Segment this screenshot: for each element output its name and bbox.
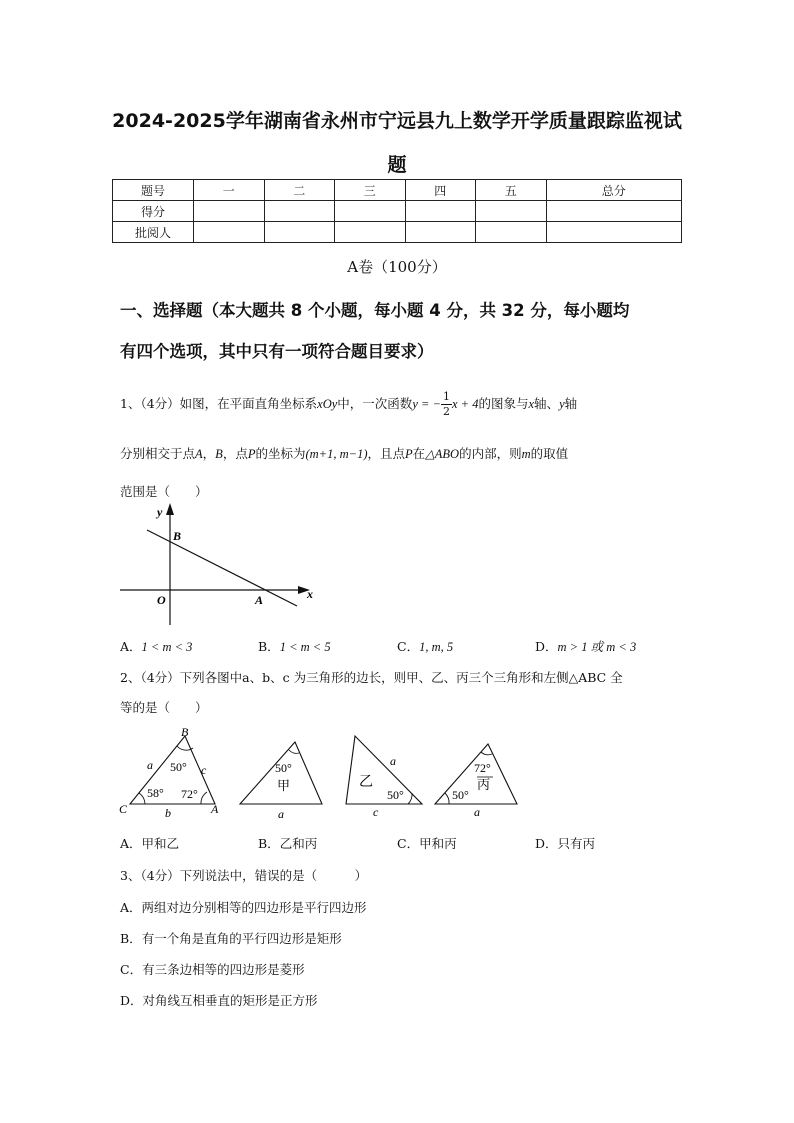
option-text: 两组对边分别相等的四边形是平行四边形 (141, 900, 367, 915)
q1-text: 的取值 (530, 446, 569, 461)
option-letter: C． (397, 836, 420, 851)
option-letter: D． (535, 836, 558, 851)
score-cell[interactable] (405, 201, 476, 222)
option-letter: B． (258, 639, 280, 654)
option-letter: A． (120, 639, 142, 654)
q1-text: 的图象与 (478, 396, 529, 411)
grader-cell[interactable] (476, 222, 547, 243)
score-cell[interactable] (264, 201, 335, 222)
question-2-line-1: 2、（4分）下列各图中a、b、c 为三角形的边长，则甲、乙、丙三个三角形和左侧△ABC 全 (120, 670, 623, 685)
score-cell[interactable] (335, 201, 406, 222)
grader-cell[interactable] (405, 222, 476, 243)
triangle-name: 甲 (277, 778, 291, 793)
option-text: 有一个角是直角的平行四边形是矩形 (141, 931, 342, 946)
q1-p-coordinate: (m+1, m−1) (305, 447, 368, 461)
table-cell: 总分 (546, 180, 682, 201)
option-letter: B． (258, 836, 280, 851)
q1-text: ，点 (222, 446, 248, 461)
option-letter: A． (120, 900, 142, 915)
option-letter: C． (397, 639, 420, 654)
q1-func-lhs: y = − (412, 397, 441, 411)
option-text: 1, m, 5 (419, 640, 454, 654)
section-heading: 一、选择题（本大题共 8 个小题，每小题 4 分，共 32 分，每小题均 (120, 301, 630, 320)
q1-text: 的内部，则 (459, 446, 522, 461)
side-a-label: a (147, 758, 153, 772)
side-c-label: c (201, 763, 207, 777)
option-letter: D． (120, 993, 143, 1008)
table-cell: 批阅人 (113, 222, 194, 243)
angle-c-label: 58° (147, 786, 164, 800)
page-title: 2024-2025学年湖南省永州市宁远县九上数学开学质量跟踪监视试 (112, 110, 682, 132)
question-2-line-2: 等的是（ ） (120, 700, 208, 715)
q1-text: 1、（4分）如图，在平面直角坐标系 (120, 396, 318, 411)
table-cell: 一 (194, 180, 265, 201)
angle-top-label: 72° (474, 761, 491, 775)
q1-triangle: △ABO (425, 447, 460, 461)
q1-text: 轴 (564, 396, 578, 411)
q1-var: P (247, 447, 256, 461)
q2-option-b[interactable] (258, 834, 317, 852)
score-table-header-row (113, 180, 682, 201)
q2-option-c[interactable] (397, 834, 457, 852)
side-label: a (278, 807, 284, 821)
section-heading-continued: 有四个选项，其中只有一项符合题目要求） (120, 342, 434, 361)
q1-var: B (215, 447, 223, 461)
y-axis-arrow-icon (166, 503, 174, 515)
q1-var: A (195, 447, 203, 461)
triangle-abc (119, 725, 219, 820)
q1-option-a[interactable] (120, 637, 192, 655)
angle-label: 50° (275, 761, 292, 775)
question-1-line-3: 范围是（ ） (120, 484, 208, 499)
fraction-denominator: 2 (442, 405, 450, 418)
page-title-continued: 题 (387, 154, 407, 176)
triangle-name: 乙 (359, 775, 373, 790)
question-1-line-1 (120, 390, 690, 419)
angle-left-label: 50° (452, 788, 469, 802)
score-cell[interactable] (476, 201, 547, 222)
label-o: O (157, 593, 166, 607)
q2-triangle-figures (115, 722, 530, 822)
grader-cell[interactable] (546, 222, 682, 243)
q2-option-d[interactable] (535, 834, 595, 852)
option-text: 1 < m < 3 (141, 640, 193, 654)
label-a: A (255, 593, 264, 607)
side-label: a (474, 805, 480, 819)
q1-coord-system: xOy (317, 397, 338, 411)
table-row (113, 201, 682, 222)
score-cell[interactable] (546, 201, 682, 222)
q1-fraction (441, 390, 452, 419)
option-letter: D． (535, 639, 558, 654)
option-letter: B． (120, 931, 142, 946)
option-text: 1 < m < 5 (279, 640, 331, 654)
vertex-c-label: C (119, 802, 128, 816)
question-3-stem: 3、（4分）下列说法中，错误的是（ ） (120, 868, 368, 883)
q1-var: x (528, 397, 535, 411)
triangle-yi (346, 736, 422, 819)
option-text: 乙和丙 (279, 836, 318, 851)
score-cell[interactable] (194, 201, 265, 222)
grader-cell[interactable] (264, 222, 335, 243)
section-a-heading: A卷（100分） (347, 258, 447, 276)
q1-var: P (405, 447, 413, 461)
table-row (113, 222, 682, 243)
side-a-label: a (390, 754, 396, 768)
q3-option-c[interactable] (120, 960, 690, 978)
option-text: 对角线互相垂直的矩形是正方形 (142, 993, 318, 1008)
option-text: m > 1 或 m < 3 (557, 640, 637, 654)
q3-option-d[interactable] (120, 991, 690, 1009)
q1-text: 在 (412, 446, 426, 461)
angle-a-label: 72° (181, 787, 198, 801)
grader-cell[interactable] (194, 222, 265, 243)
q1-option-b[interactable] (258, 637, 331, 655)
score-table (112, 179, 682, 243)
triangle-jia (240, 742, 322, 821)
table-cell: 得分 (113, 201, 194, 222)
label-y: y (157, 505, 163, 519)
q1-option-c[interactable] (397, 637, 453, 655)
q3-option-a[interactable] (120, 898, 690, 916)
option-text: 有三条边相等的四边形是菱形 (142, 962, 305, 977)
q1-text: 轴、 (534, 396, 560, 411)
q1-text: 中，一次函数 (337, 396, 413, 411)
q2-option-a[interactable] (120, 834, 179, 852)
q1-option-d[interactable] (535, 637, 636, 655)
table-cell: 五 (476, 180, 547, 201)
q1-coordinate-graph (115, 500, 325, 630)
q1-text: 的坐标为 (255, 446, 306, 461)
q1-text: ，且点 (367, 446, 405, 461)
option-letter: A． (120, 836, 142, 851)
table-cell: 三 (335, 180, 406, 201)
q3-option-b[interactable] (120, 929, 690, 947)
fraction-numerator: 1 (442, 390, 450, 403)
q1-var: m (521, 447, 531, 461)
table-cell: 二 (264, 180, 335, 201)
vertex-a-label: A (211, 802, 219, 816)
option-text: 甲和乙 (141, 836, 180, 851)
vertex-b-label: B (181, 725, 189, 739)
label-x: x (307, 587, 313, 601)
angle-b-label: 50° (170, 760, 187, 774)
side-b-label: b (165, 806, 171, 820)
q1-var: y (559, 397, 565, 411)
option-letter: C． (120, 962, 143, 977)
option-text: 甲和丙 (419, 836, 457, 851)
table-cell: 题号 (113, 180, 194, 201)
option-text: 只有丙 (557, 836, 596, 851)
angle-label: 50° (387, 788, 404, 802)
question-1-line-2 (120, 444, 690, 462)
triangle-name: 丙 (477, 777, 491, 792)
side-c-label: c (373, 805, 379, 819)
q1-text: 分别相交于点 (120, 446, 196, 461)
triangle-bing (435, 744, 517, 819)
q1-func-rhs: x + 4 (451, 397, 479, 411)
label-b: B (173, 529, 182, 543)
grader-cell[interactable] (335, 222, 406, 243)
table-cell: 四 (405, 180, 476, 201)
q1-text: ， (202, 446, 216, 461)
